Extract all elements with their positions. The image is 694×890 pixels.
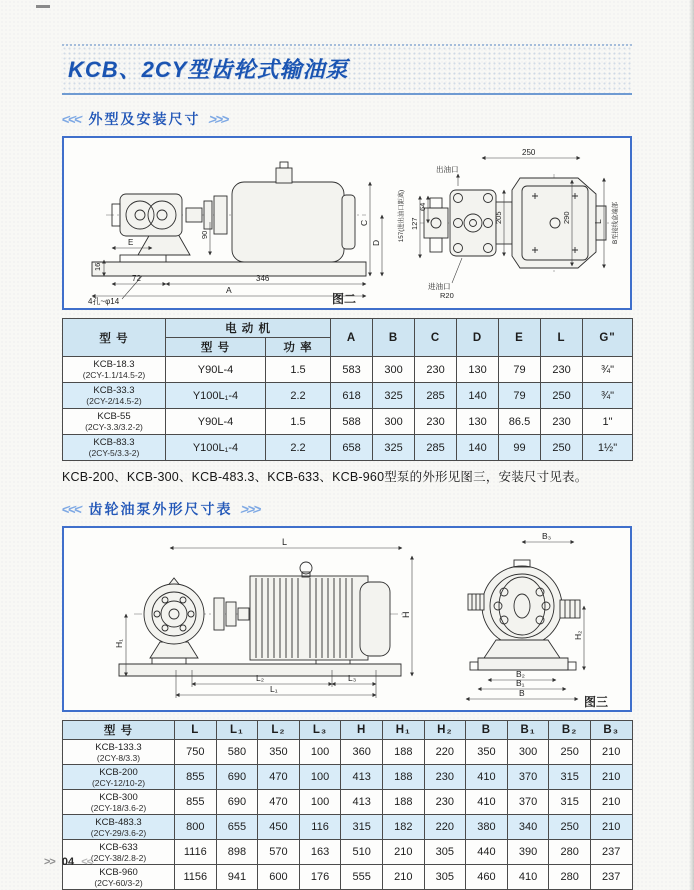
right-arrows-icon: >>>	[206, 111, 229, 127]
value-cell: ¾"	[583, 357, 633, 383]
value-cell: 800	[175, 815, 217, 840]
model-name: KCB-133.3	[95, 741, 142, 753]
title-band	[62, 44, 632, 95]
value-cell: 300	[373, 409, 415, 435]
model-name: KCB-483.3	[95, 816, 142, 828]
value-cell: 440	[466, 840, 508, 865]
left-arrows-icon: <<<	[60, 501, 83, 517]
value-cell: 116	[299, 815, 341, 840]
dim-label: L	[282, 537, 288, 547]
table1-header	[63, 319, 633, 357]
dim-label: H₁	[114, 638, 124, 648]
value-cell: 1.5	[266, 357, 331, 383]
dim-label: C	[359, 219, 369, 226]
model-variant: (2CY-12/10-2)	[91, 777, 146, 788]
section-heading-outline-table	[62, 499, 632, 519]
model-name: KCB-300	[99, 791, 138, 803]
table-row	[63, 740, 633, 765]
col-L: L	[175, 721, 217, 740]
value-cell: 1156	[175, 865, 217, 890]
col-B2: B₂	[549, 721, 591, 740]
table-row	[63, 409, 633, 435]
model-name: KCB-633	[99, 841, 138, 853]
value-cell: 370	[507, 765, 549, 790]
col-H2: H₂	[424, 721, 466, 740]
value-cell: 176	[299, 865, 341, 890]
model-cell	[63, 383, 166, 409]
model-cell	[63, 740, 175, 765]
value-cell: 140	[457, 435, 499, 461]
value-cell: 230	[541, 357, 583, 383]
col-L3: L₃	[299, 721, 341, 740]
value-cell: 130	[457, 409, 499, 435]
dim-label: E	[128, 238, 134, 247]
value-cell: 315	[341, 815, 383, 840]
dim-label: 346	[256, 274, 270, 283]
value-cell: 210	[590, 765, 632, 790]
inlet-label: 进油口	[428, 282, 451, 291]
value-cell: 450	[258, 815, 300, 840]
dim-label: H₂	[573, 630, 583, 640]
value-cell: 370	[507, 790, 549, 815]
value-cell: 941	[216, 865, 258, 890]
col-B: B	[373, 319, 415, 357]
section-heading-dimensions	[62, 109, 632, 129]
model-variant: (2CY-1.1/14.5-2)	[82, 370, 146, 380]
value-cell: 855	[175, 790, 217, 815]
figure2-box	[62, 136, 632, 310]
col-motor-group: 电 动 机	[166, 319, 331, 338]
value-cell: 250	[549, 815, 591, 840]
table-row	[63, 865, 633, 890]
col-G: G"	[583, 319, 633, 357]
value-cell: 250	[541, 435, 583, 461]
terminal-box-note: B至接线盒端部	[612, 202, 619, 244]
value-cell: 280	[549, 840, 591, 865]
table1-body	[63, 357, 633, 461]
footer-left-arrows: >>	[44, 856, 55, 868]
value-cell: 898	[216, 840, 258, 865]
value-cell: 140	[457, 383, 499, 409]
value-cell: 600	[258, 865, 300, 890]
figure3-box	[62, 526, 632, 712]
value-cell: 250	[541, 383, 583, 409]
value-cell: Y100L₁-4	[166, 435, 266, 461]
pump-side-view	[92, 162, 366, 276]
dim-label: 72	[132, 274, 141, 283]
col-model: 型 号	[63, 721, 175, 740]
value-cell: 237	[590, 840, 632, 865]
figure3-drawing	[64, 528, 630, 710]
model-cell	[63, 865, 175, 890]
dim-label: 205	[494, 211, 503, 224]
value-cell: 182	[382, 815, 424, 840]
model-cell	[63, 790, 175, 815]
holes-note: 4孔~φ14	[88, 297, 120, 306]
model-name: KCB-55	[97, 411, 131, 422]
value-cell: 410	[466, 790, 508, 815]
value-cell: 230	[424, 765, 466, 790]
page-title: KCB、2CY型齿轮式输油泵	[68, 57, 349, 82]
value-cell: 570	[258, 840, 300, 865]
outlet-label: 出油口	[436, 165, 459, 174]
section-title: 齿轮油泵外形尺寸表	[88, 501, 233, 517]
value-cell: 410	[466, 765, 508, 790]
dim-label: L₁	[270, 684, 278, 694]
dim-label: B	[519, 688, 525, 698]
figure-reference-note: KCB-200、KCB-300、KCB-483.3、KCB-633、KCB-960型泵的外形见图三，安装尺寸见表。	[62, 470, 588, 484]
table2-header	[63, 721, 633, 740]
value-cell: 855	[175, 765, 217, 790]
col-motor-model: 型 号	[166, 338, 266, 357]
value-cell: 360	[341, 740, 383, 765]
value-cell: 658	[331, 435, 373, 461]
pump-top-view	[420, 174, 612, 272]
dim-label: 290	[562, 211, 571, 224]
col-B: B	[466, 721, 508, 740]
model-variant: (2CY-2/14.5-2)	[86, 396, 142, 406]
table-row	[63, 435, 633, 461]
model-name: KCB-83.3	[93, 437, 135, 448]
dim-label: L₂	[256, 673, 265, 683]
value-cell: 315	[549, 765, 591, 790]
value-cell: 350	[466, 740, 508, 765]
value-cell: 460	[466, 865, 508, 890]
dim-label: 127	[410, 217, 419, 230]
value-cell: 413	[341, 765, 383, 790]
model-cell	[63, 357, 166, 383]
dim-label: L₃	[348, 673, 357, 683]
value-cell: 583	[331, 357, 373, 383]
value-cell: 220	[424, 815, 466, 840]
table-row	[63, 765, 633, 790]
value-cell: 750	[175, 740, 217, 765]
col-L2: L₂	[258, 721, 300, 740]
col-A: A	[331, 319, 373, 357]
value-cell: 350	[258, 740, 300, 765]
value-cell: 580	[216, 740, 258, 765]
value-cell: 210	[590, 790, 632, 815]
table-row	[63, 790, 633, 815]
figure2-drawing	[64, 138, 630, 308]
value-cell: 230	[415, 409, 457, 435]
value-cell: 100	[299, 790, 341, 815]
page-number: 04	[61, 856, 75, 868]
value-cell: 285	[415, 435, 457, 461]
col-C: C	[415, 319, 457, 357]
col-L1: L₁	[216, 721, 258, 740]
dim-label: R20	[440, 291, 454, 300]
footer-right-arrows: <<	[81, 856, 93, 868]
dim-label: H	[401, 611, 411, 618]
model-variant: (2CY-18/3.6-2)	[90, 802, 147, 813]
value-cell: 325	[373, 435, 415, 461]
value-cell: 410	[507, 865, 549, 890]
value-cell: 100	[299, 765, 341, 790]
value-cell: 230	[415, 357, 457, 383]
value-cell: 79	[499, 383, 541, 409]
value-cell: 285	[415, 383, 457, 409]
value-cell: Y90L-4	[166, 409, 266, 435]
outline-dimensions-table	[62, 720, 633, 890]
model-cell	[63, 815, 175, 840]
dim-label: 64	[418, 202, 427, 211]
model-cell	[63, 765, 175, 790]
value-cell: 99	[499, 435, 541, 461]
page-footer	[44, 856, 92, 868]
value-cell: Y90L-4	[166, 357, 266, 383]
dim-label: B₁	[516, 678, 525, 688]
model-name: KCB-200	[99, 766, 138, 778]
value-cell: 1"	[583, 409, 633, 435]
value-cell: 315	[549, 790, 591, 815]
value-cell: 86.5	[499, 409, 541, 435]
table-row	[63, 815, 633, 840]
model-name: KCB-33.3	[93, 385, 135, 396]
value-cell: 79	[499, 357, 541, 383]
model-variant: (2CY-38/2.8-2)	[90, 852, 147, 863]
figure2-caption: 图二	[332, 292, 357, 306]
value-cell: 1.5	[266, 409, 331, 435]
value-cell: 220	[424, 740, 466, 765]
dim-label: 90	[200, 230, 209, 239]
model-variant: (2CY-60/3-2)	[94, 877, 143, 888]
value-cell: 1116	[175, 840, 217, 865]
value-cell: 555	[341, 865, 383, 890]
value-cell: 1½"	[583, 435, 633, 461]
col-B3: B₃	[590, 721, 632, 740]
value-cell: 413	[341, 790, 383, 815]
col-motor-power: 功 率	[266, 338, 331, 357]
dim-label: 250	[522, 148, 536, 157]
value-cell: 510	[341, 840, 383, 865]
value-cell: 130	[457, 357, 499, 383]
col-E: E	[499, 319, 541, 357]
value-cell: 2.2	[266, 383, 331, 409]
section-title: 外型及安装尺寸	[88, 111, 201, 127]
value-cell: 210	[590, 740, 632, 765]
dim-label: B₃	[542, 531, 552, 541]
model-variant: (2CY-3.3/3.2-2)	[85, 422, 143, 432]
value-cell: 250	[549, 740, 591, 765]
left-arrows-icon: <<<	[60, 111, 83, 127]
value-cell: 305	[424, 865, 466, 890]
value-cell: 690	[216, 765, 258, 790]
value-cell: 390	[507, 840, 549, 865]
value-cell: 163	[299, 840, 341, 865]
value-cell: 690	[216, 790, 258, 815]
model-cell	[63, 435, 166, 461]
value-cell: 588	[331, 409, 373, 435]
model-variant: (2CY-5/3.3-2)	[88, 448, 140, 458]
installation-dimensions-table	[62, 318, 633, 461]
value-cell: 300	[507, 740, 549, 765]
value-cell: 340	[507, 815, 549, 840]
table2-body	[63, 740, 633, 890]
table-row	[63, 357, 633, 383]
col-L: L	[541, 319, 583, 357]
value-cell: 210	[382, 840, 424, 865]
model-variant: (2CY-29/3.6-2)	[90, 827, 147, 838]
col-B1: B₁	[507, 721, 549, 740]
dim-label: A	[226, 285, 232, 295]
figure3-caption: 图三	[584, 695, 609, 709]
scan-artifact	[36, 5, 50, 8]
value-cell: 305	[424, 840, 466, 865]
value-cell: 210	[590, 815, 632, 840]
value-cell: 280	[549, 865, 591, 890]
value-cell: 380	[466, 815, 508, 840]
value-cell: 470	[258, 790, 300, 815]
value-cell: 100	[299, 740, 341, 765]
gearpump-side-view	[119, 562, 404, 676]
col-H: H	[341, 721, 383, 740]
dim-label: D	[371, 239, 381, 246]
value-cell: 618	[331, 383, 373, 409]
model-cell	[63, 409, 166, 435]
value-cell: 230	[541, 409, 583, 435]
value-cell: ¾"	[583, 383, 633, 409]
value-cell: 325	[373, 383, 415, 409]
gearpump-end-view	[468, 560, 580, 670]
col-H1: H₁	[382, 721, 424, 740]
model-name: KCB-960	[99, 866, 138, 878]
value-cell: 655	[216, 815, 258, 840]
col-model: 型 号	[63, 319, 166, 357]
value-cell: 188	[382, 765, 424, 790]
model-variant: (2CY-8/3.3)	[96, 752, 141, 763]
value-cell: 188	[382, 790, 424, 815]
page-edge-shadow	[689, 0, 694, 890]
value-cell: Y100L₁-4	[166, 383, 266, 409]
value-cell: 188	[382, 740, 424, 765]
dim-label: B₂	[516, 669, 525, 679]
value-cell: 2.2	[266, 435, 331, 461]
dim-label: 16	[93, 262, 102, 271]
dim-label: 157(进出油口距离)	[398, 189, 405, 243]
value-cell: 230	[424, 790, 466, 815]
table-row	[63, 383, 633, 409]
value-cell: 237	[590, 865, 632, 890]
right-arrows-icon: >>>	[238, 501, 261, 517]
value-cell: 210	[382, 865, 424, 890]
table-row	[63, 840, 633, 865]
col-D: D	[457, 319, 499, 357]
value-cell: 300	[373, 357, 415, 383]
dim-label: L	[593, 219, 603, 224]
model-name: KCB-18.3	[93, 359, 135, 370]
value-cell: 470	[258, 765, 300, 790]
